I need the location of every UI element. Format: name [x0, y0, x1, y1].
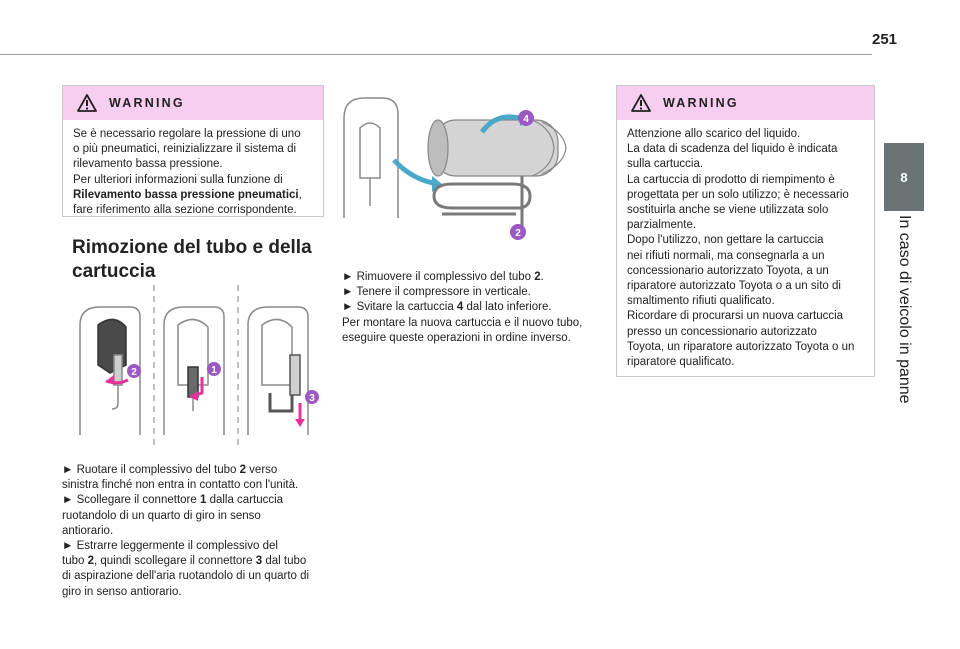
instruction-line: giro in senso antiorario. — [62, 585, 182, 598]
warning-line: riparatore qualificato. — [627, 356, 735, 369]
callout-label: 1 — [211, 365, 217, 376]
callout-badge-icon — [127, 364, 141, 378]
warning-line: sulla cartuccia. — [627, 158, 704, 171]
left-instructions — [62, 463, 330, 600]
warning-line: progettata per un solo utilizzo; è necessario — [627, 188, 849, 201]
warning-line: sostituirla anche se viene utilizzata solo — [627, 204, 829, 217]
warning-header — [617, 86, 874, 120]
warning-line: Rilevamento bassa pressione pneumatici, — [73, 188, 302, 201]
warning-text — [617, 120, 874, 370]
warning-line: smaltimento rifiuti qualificato. — [627, 295, 775, 308]
instruction-line: Per montare la nuova cartuccia e il nuovo tubo, — [342, 316, 583, 329]
callout-label: 2 — [131, 367, 137, 378]
instruction-line: ruotandolo di un quarto di giro in senso — [62, 509, 261, 522]
warning-line: La cartuccia di prodotto di riempimento è — [627, 173, 835, 186]
compressor-body — [344, 98, 398, 218]
instruction-line: ► Ruotare il complessivo del tubo 2 verso — [62, 464, 278, 476]
hose-assembly — [434, 176, 530, 228]
section-heading: Rimozione del tubo e della cartuccia — [72, 237, 312, 282]
header-rule — [0, 54, 872, 55]
warning-line: Dopo l'utilizzo, non gettare la cartuccia — [627, 234, 824, 247]
instruction-line: ► Rimuovere il complessivo del tubo 2. — [342, 271, 544, 283]
page-number: 251 — [872, 31, 898, 48]
callout-label: 2 — [515, 228, 521, 239]
warning-box-left — [62, 85, 324, 217]
warning-line: La data di scadenza del liquido è indicata — [627, 143, 838, 156]
cartridge-removal-illustration — [342, 88, 586, 260]
chapter-number: 8 — [900, 169, 908, 185]
warning-line: rilevamento bassa pressione. — [73, 158, 223, 171]
chapter-tab[interactable] — [884, 143, 924, 211]
callout-badge-icon — [518, 110, 534, 126]
warning-line: Ricordare di procurarsi un nuova cartuccia — [627, 310, 844, 323]
instruction-line: di aspirazione dell'aria ruotandolo di un quarto di — [62, 570, 310, 583]
warning-line: nei rifiuti normali, ma consegnarla a un — [627, 249, 825, 262]
instruction-line: antiorario. — [62, 524, 114, 537]
middle-instructions — [342, 270, 602, 346]
callout-badge-icon — [207, 362, 221, 376]
chapter-title: In caso di veicolo in panne — [896, 215, 913, 404]
callout-label: 3 — [309, 393, 315, 404]
warning-line: riparatore autorizzato Toyota o a un sito di — [627, 280, 841, 293]
warning-line: parzialmente. — [627, 219, 697, 232]
warning-title: WARNING — [663, 96, 739, 110]
instruction-line: ► Scollegare il connettore 1 dalla cartuccia — [62, 494, 284, 507]
warning-triangle-icon — [631, 94, 651, 112]
callout-label: 4 — [523, 114, 529, 125]
warning-line: Se è necessario regolare la pressione di uno — [73, 128, 301, 140]
instruction-line: sinistra finché non entra in contatto con l'unità. — [62, 479, 299, 492]
warning-line: o più pneumatici, reinizializzare il sistema di — [73, 143, 297, 156]
warning-line: fare riferimento alla sezione corrispondente. — [73, 204, 297, 217]
warning-triangle-icon — [77, 94, 97, 112]
warning-text — [63, 120, 323, 218]
warning-title: WARNING — [109, 96, 185, 110]
warning-line: Toyota, un riparatore autorizzato Toyota o un — [627, 340, 855, 353]
warning-line: presso un concessionario autorizzato — [627, 325, 817, 338]
instruction-line: ► Svitare la cartuccia 4 dal lato inferiore. — [342, 301, 552, 314]
warning-line: concessionario autorizzato Toyota, a un — [627, 264, 829, 277]
callout-badge-icon — [510, 224, 526, 240]
cartridge — [428, 120, 566, 176]
warning-box-right — [616, 85, 875, 377]
hose-removal-illustration — [70, 285, 326, 445]
warning-line: Attenzione allo scarico del liquido. — [627, 128, 801, 140]
callout-badge-icon — [305, 390, 319, 404]
instruction-line: tubo 2, quindi scollegare il connettore 3 dal tubo — [62, 555, 307, 568]
warning-header — [63, 86, 323, 120]
instruction-line: ► Estrarre leggermente il complessivo del — [62, 540, 278, 553]
instruction-line: eseguire queste operazioni in ordine inverso. — [342, 331, 571, 344]
instruction-line: ► Tenere il compressore in verticale. — [342, 286, 531, 299]
warning-line: Per ulteriori informazioni sulla funzione di — [73, 173, 283, 186]
